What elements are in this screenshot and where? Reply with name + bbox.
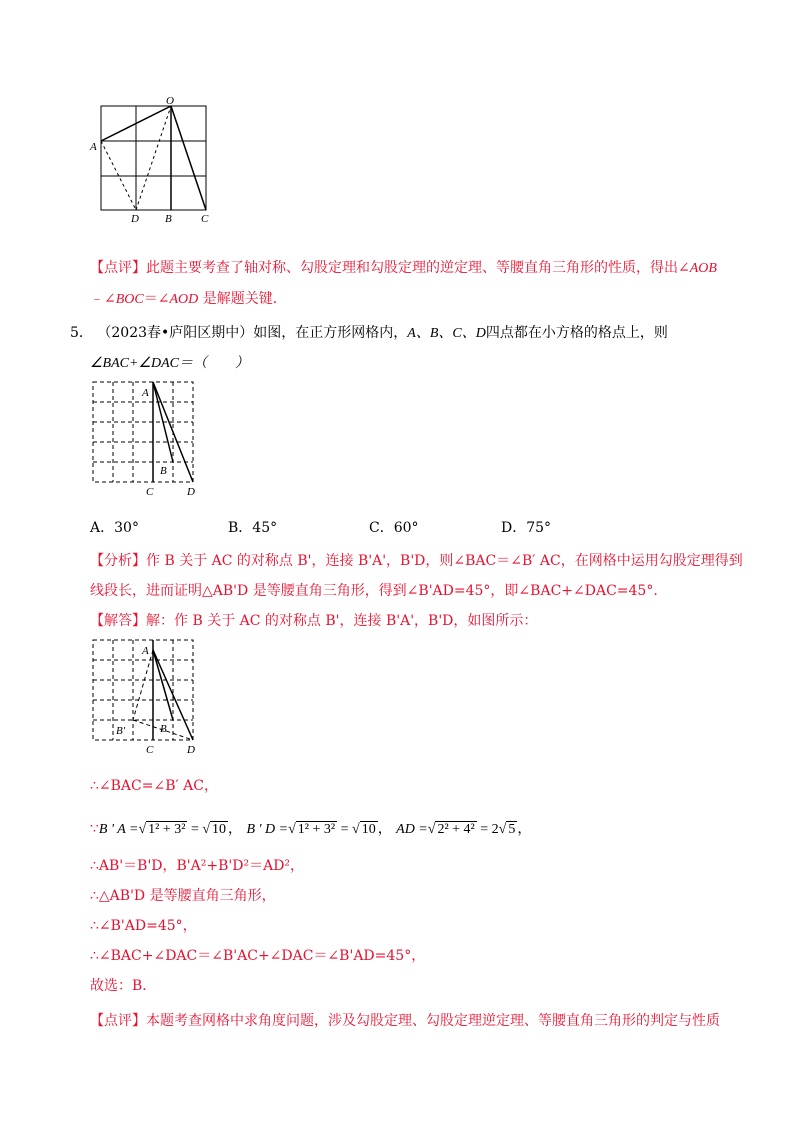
fig1-label-a: A [90,141,97,153]
fig2-label-b: B [160,465,167,477]
question-5-line-2: ∠BAC+∠DAC＝（ ） [90,356,249,371]
step-5: ∴∠B'AD=45°， [90,918,197,934]
review-1-line-1: 【点评】此题主要考查了轴对称、勾股定理和勾股定理的逆定理、等腰直角三角形的性质，得出∠AOB [90,260,717,276]
step-4: ∴△AB'D 是等腰直角三角形， [90,888,276,904]
fig1-label-d: D [131,213,139,225]
fig1-label-c: C [201,213,209,225]
figure-3 [88,636,208,761]
step-1: ∴∠BAC=∠B′ AC， [90,778,218,794]
review-1-line-2: ﹣∠BOC＝∠AOD 是解题关键． [90,291,287,307]
figure-1 [88,92,218,227]
option-a[interactable]: A．30° [90,520,139,536]
solution-line-1: 【解答】解：作 B 关于 AC 的对称点 B'，连接 B'A'，B'D，如图所示： [90,613,538,629]
fig2-label-d: D [187,486,195,498]
question-5-line-1: 5． （2023春•庐阳区期中）如图，在正方形网格内，A、B、C、D四点都在小方格的格点上，则 [70,325,668,341]
fig1-label-b: B [165,213,172,225]
step-2-math: ∵B ' A =√ 1² + 3² = √ 10 ， B ' D =√ 1² + 3² = √ 10 ， AD =√ 2² + 4² = 2√ 5 ， [90,821,532,837]
fig3-label-b: B [160,723,167,735]
analysis-line-1: 【分析】作 B 关于 AC 的对称点 B'，连接 B'A'，B'D，则∠BAC＝∠B′ AC，在网格中运用勾股定理得到 [90,553,743,569]
fig2-label-c: C [146,486,154,498]
analysis-line-2: 线段长，进而证明△AB'D 是等腰直角三角形，得到∠B'AD=45°，即∠BAC+∠DAC=45°. [90,583,658,599]
options [90,518,551,538]
option-b[interactable]: B．45° [228,520,278,536]
fig2-label-a: A [142,387,149,399]
step-6: ∴∠BAC+∠DAC＝∠B'AC+∠DAC＝∠B'AD=45°， [90,948,426,964]
figure-2 [88,378,208,498]
fig3-label-d: D [187,744,195,756]
fig3-label-a: A [142,645,149,657]
step-7: 故选：B． [90,978,157,994]
fig3-label-bprime: B' [116,725,126,737]
step-3: ∴AB'＝B'D，B'A²+B'D²＝AD²， [90,858,305,874]
option-d[interactable]: D．75° [501,520,552,536]
fig1-label-o: O [166,95,174,107]
review-2: 【点评】本题考查网格中求角度问题，涉及勾股定理、勾股定理逆定理、等腰直角三角形的判定与性质 [90,1013,720,1029]
option-c[interactable]: C．60° [369,520,419,536]
fig3-label-c: C [146,744,154,756]
